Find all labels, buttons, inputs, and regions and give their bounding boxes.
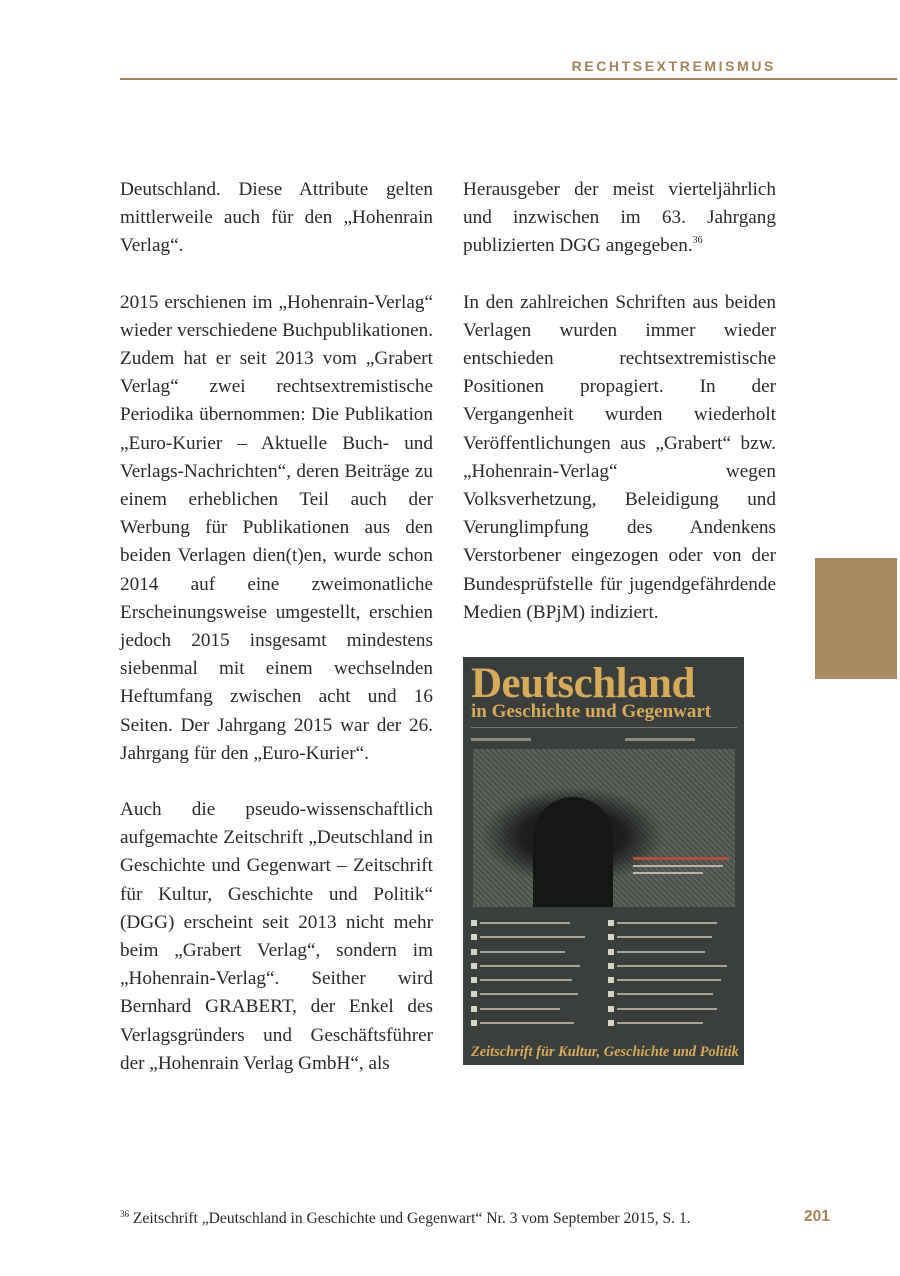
toc-line [608, 976, 737, 984]
footnote [120, 1209, 691, 1229]
toc-line [608, 1005, 737, 1013]
left-paragraph-1: Deutschland. Diese Attribute gelten mittlerweile auch für den „Hohenrain Verlag“. [120, 179, 433, 257]
right-paragraph-1-text: Herausgeber der meist vierteljährlich und inzwischen im 63. Jahrgang publizierten DGG angegeben. [463, 179, 776, 257]
chapter-side-tab [815, 558, 897, 679]
toc-line [608, 990, 737, 998]
cover-table-of-contents [471, 919, 737, 1029]
cover-headline-block [633, 857, 729, 887]
right-paragraph-2: In den zahlreichen Schriften aus beiden Verlagen wurden immer wieder entschieden rechtsextremistische Positionen propagiert. In der Vergangenheit wurden wiederholt Veröffentlichungen aus „Grabert“ bzw. „Hohenrain-Verlag“ wegen Volksverhetzung, Beleidigung und Verunglimpfung des Andenkens Verstorbener eingezogen oder von der Bundesprüfstelle für jugendgefährdende Medien (BPjM) indiziert. [463, 291, 776, 623]
toc-line [471, 990, 600, 998]
right-paragraph-1 [463, 176, 776, 261]
toc-line [471, 1019, 600, 1027]
toc-line [471, 962, 600, 970]
toc-line [608, 1019, 737, 1027]
cover-footer-tagline: Zeitschrift für Kultur, Geschichte und Politik [471, 1044, 739, 1060]
left-paragraph-2: 2015 erschienen im „Hohenrain-Verlag“ wieder verschiedene Buchpublikationen. Zudem hat er seit 2013 vom „Grabert Verlag“ zwei rechtsextremistische Periodika übernommen: Die Publikation „Euro-Kurier – Aktuelle Buch- und Verlags-Nachrichten“, deren Beiträge zu einem erheblichen Teil auch der Werbung für Publikationen aus den beiden Verlagen dien(t)en, wurde schon 2014 auf eine zweimonatliche Erscheinungsweise umgestellt, erschien jedoch 2015 insgesamt mindestens siebenmal mit einem wechselnden Heftumfang zwischen acht und 16 Seiten. Der Jahrgang 2015 war der 26. Jahrgang für den „Euro-Kurier“. [120, 291, 433, 764]
page-number: 201 [804, 1208, 830, 1225]
toc-line [608, 962, 737, 970]
footnote-number: 36 [120, 1209, 129, 1219]
toc-line [608, 933, 737, 941]
toc-line [471, 976, 600, 984]
cover-issue-line [471, 727, 737, 735]
toc-line [608, 948, 737, 956]
footnote-text: Zeitschrift „Deutschland in Geschichte und Gegenwart“ Nr. 3 vom September 2015, S. 1. [132, 1210, 691, 1227]
cover-photo-figure [533, 797, 613, 907]
header-rule [120, 78, 897, 80]
left-text-column [120, 176, 433, 1078]
toc-line [471, 919, 600, 927]
right-text-column [463, 176, 776, 627]
toc-line [471, 1005, 600, 1013]
footnote-reference: 36 [692, 235, 703, 247]
toc-line [471, 948, 600, 956]
magazine-cover-image [463, 657, 744, 1065]
cover-title: Deutschland [471, 660, 695, 707]
running-head: RECHTSEXTREMISMUS [571, 58, 776, 74]
cover-subtitle: in Geschichte und Gegenwart [471, 701, 712, 722]
toc-line [608, 919, 737, 927]
toc-line [471, 933, 600, 941]
left-paragraph-3: Auch die pseudo-wissenschaftlich aufgemachte Zeitschrift „Deutschland in Geschichte und Gegenwart – Zeitschrift für Kultur, Geschichte und Politik“ (DGG) erscheint seit 2013 nicht mehr beim „Grabert Verlag“, sondern im „Hohenrain-Verlag“. Seither wird Bernhard GRABERT, der Enkel des Verlagsgründers und Geschäftsführer der „Hohenrain Verlag GmbH“, als [120, 799, 433, 1074]
